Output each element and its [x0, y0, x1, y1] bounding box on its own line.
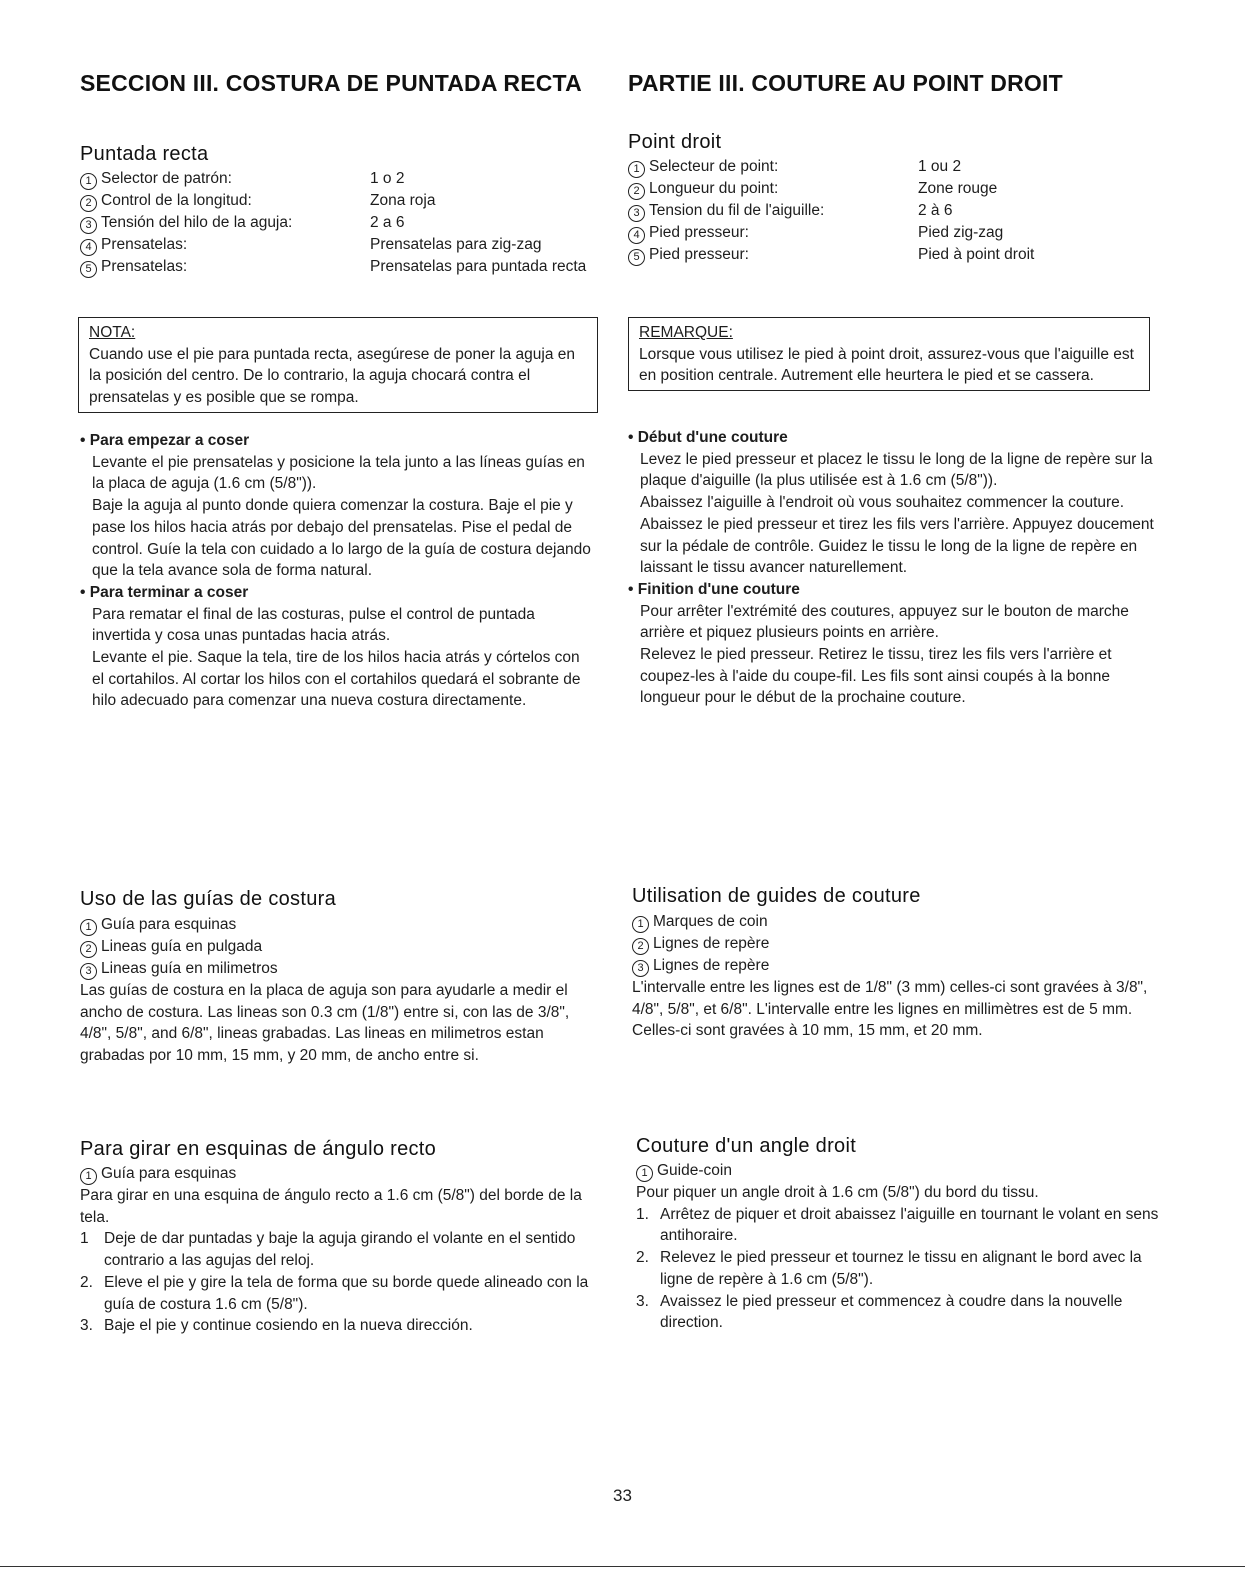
fr-section-title-corners: Couture d'un angle droit [636, 1135, 857, 1157]
circled-number-icon: 3 [628, 205, 645, 222]
fr-guides-block [632, 911, 1162, 1042]
fr-step [636, 1204, 1166, 1247]
es-spec-list [80, 168, 600, 278]
fr-spec-row [628, 156, 1168, 178]
fr-spec-label: Selecteur de point: [649, 158, 779, 175]
circled-number-icon: 5 [80, 261, 97, 278]
circled-number-icon: 2 [80, 195, 97, 212]
es-step [80, 1228, 595, 1271]
es-spec-row [80, 212, 600, 234]
es-guide-item-text: Guía para esquinas [101, 916, 237, 933]
es-finish-sewing-p2: Levante el pie. Saque la tela, tire de los hilos hacia atrás y córtelos con el cortahilos. Al cortar los hilos con el cortahilos quedará el sobrante de hilo adecuado para comenzar una nueva costura directamente. [92, 649, 581, 710]
circled-number-icon: 4 [80, 239, 97, 256]
fr-step-text: Relevez le pied presseur et tournez le tissu en alignant le bord avec la ligne de repère à 1.6 cm (5/8"). [660, 1249, 1142, 1288]
es-spec-value: 2 a 6 [370, 214, 405, 231]
es-note-text: Cuando use el pie para puntada recta, asegúrese de poner la aguja en la posición del centro. De lo contrario, la aguja chocará contra el prensatelas y es posible que se rompa. [89, 345, 576, 407]
es-guide-item [80, 936, 595, 958]
circled-number-icon: 2 [80, 941, 97, 958]
es-guide-item [80, 914, 595, 936]
fr-start-sewing-heading: • Début d'une couture [628, 427, 1158, 449]
es-step-text: Baje el pie y continue cosiendo en la nueva dirección. [104, 1317, 473, 1335]
fr-corner-item-text: Guide-coin [657, 1162, 732, 1179]
es-start-sewing-heading: • Para empezar a coser [80, 430, 595, 452]
es-spec-label: Prensatelas: [101, 258, 188, 275]
fr-spec-row [628, 178, 1168, 200]
fr-note-box [628, 317, 1150, 391]
fr-step [636, 1291, 1166, 1334]
fr-guide-item-text: Lignes de repère [653, 935, 770, 952]
circled-number-icon: 1 [80, 919, 97, 936]
circled-number-icon: 3 [80, 963, 97, 980]
fr-spec-value: 1 ou 2 [918, 158, 962, 175]
fr-step-number: 2. [636, 1249, 649, 1267]
fr-step-number: 1. [636, 1205, 649, 1223]
circled-number-icon: 3 [80, 217, 97, 234]
fr-spec-value: 2 à 6 [918, 202, 953, 219]
fr-note-title: REMARQUE: [639, 324, 733, 341]
es-step [80, 1272, 595, 1315]
es-corner-item-text: Guía para esquinas [101, 1165, 237, 1182]
es-spec-label: Selector de patrón: [101, 170, 232, 187]
es-spec-value: Prensatelas para puntada recta [370, 258, 587, 275]
fr-guide-item-text: Marques de coin [653, 913, 768, 930]
circled-number-icon: 2 [628, 183, 645, 200]
fr-step-text: Arrêtez de piquer et droit abaissez l'aiguille en tournant le volant en sens antihoraire. [660, 1205, 1159, 1245]
fr-spec-value: Pied zig-zag [918, 224, 1004, 241]
es-section-title-straight-stitch: Puntada recta [80, 143, 209, 165]
es-step-text: Eleve el pie y gire la tela de forma que su borde quede alineado con la guía de costura 1.6 cm (5/8"). [104, 1273, 589, 1313]
fr-guide-item-text: Lignes de repère [653, 957, 770, 974]
fr-section-title-straight-stitch: Point droit [628, 131, 722, 153]
circled-number-icon: 1 [632, 916, 649, 933]
circled-number-icon: 1 [80, 173, 97, 190]
es-spec-label: Tensión del hilo de la aguja: [101, 214, 293, 231]
circled-number-icon: 3 [632, 960, 649, 977]
es-spec-label: Control de la longitud: [101, 192, 252, 209]
es-guide-item [80, 958, 595, 980]
fr-spec-label: Longueur du point: [649, 180, 779, 197]
page-number: 33 [613, 1486, 632, 1505]
fr-start-sewing-p2: Abaissez l'aiguille à l'endroit où vous souhaitez commencer la couture. Abaissez le pied presseur et tirez les fils vers l'arrière. Appuyez doucement sur la pédale de contrôle. Guidez le tissu le long de la ligne de repère en laissant le tissu avancer naturellement. [640, 494, 1154, 577]
es-sewing-instructions [80, 430, 595, 712]
fr-finish-sewing-p2: Relevez le pied presseur. Retirez le tissu, tirez les fils vers l'arrière et coupez-les à l'aide du coupe-fil. Les fils sont ainsi coupés à la bonne longueur pour le début de la prochaine couture. [640, 646, 1112, 707]
es-guide-item-text: Lineas guía en milimetros [101, 960, 278, 977]
fr-guide-item [632, 911, 1162, 933]
fr-guide-item [632, 933, 1162, 955]
fr-spec-label: Pied presseur: [649, 224, 749, 241]
circled-number-icon: 1 [628, 161, 645, 178]
es-corner-item [80, 1163, 595, 1185]
es-finish-sewing-heading: • Para terminar a coser [80, 582, 595, 604]
fr-step-text: Avaissez le pied presseur et commencez à coudre dans la nouvelle direction. [660, 1292, 1123, 1332]
fr-spec-row [628, 244, 1168, 266]
fr-guides-paragraph: L'intervalle entre les lignes est de 1/8" (3 mm) celles-ci sont gravées à 3/8", 4/8", 5/8", et 6/8". L'intervalle entre les lignes en millimètres est de 5 mm. Celles-ci sont gravées à 10 mm, 15 mm, et 20 mm. [632, 979, 1148, 1040]
fr-spec-list [628, 156, 1168, 266]
fr-start-sewing-p1: Levez le pied presseur et placez le tissu le long de la ligne de repère sur la plaque d'aiguille (la plus utilisée est à 1.6 cm (5/8")). [640, 450, 1153, 490]
es-spec-value: Prensatelas para zig-zag [370, 236, 542, 253]
circled-number-icon: 1 [636, 1165, 653, 1182]
circled-number-icon: 5 [628, 249, 645, 266]
es-note-title: NOTA: [89, 324, 136, 341]
es-finish-sewing-p1: Para rematar el final de las costuras, pulse el control de puntada invertida y cosa unas puntadas hacia atrás. [92, 605, 535, 645]
fr-spec-row [628, 200, 1168, 222]
es-note-box [78, 317, 598, 413]
es-spec-label: Prensatelas: [101, 236, 188, 253]
es-step [80, 1315, 595, 1337]
circled-number-icon: 2 [632, 938, 649, 955]
es-spec-row [80, 234, 600, 256]
fr-spec-row [628, 222, 1168, 244]
es-step-text: Deje de dar puntadas y baje la aguja girando el volante en el sentido contrario a las agujas del reloj. [104, 1230, 576, 1270]
es-section-title-guides: Uso de las guías de costura [80, 888, 337, 910]
fr-corners-block [636, 1160, 1166, 1334]
es-main-title: SECCION III. COSTURA DE PUNTADA RECTA [80, 70, 582, 96]
es-corners-block [80, 1163, 595, 1337]
es-start-sewing-p2: Baje la aguja al punto donde quiera comenzar la costura. Baje el pie y pase los hilos hacia atrás por debajo del prensatelas. Pise el pedal de control. Guíe la tela con cuidado a lo largo de la guía de costura dejando que la tela avance sola de forma natural. [92, 497, 591, 580]
es-guide-item-text: Lineas guía en pulgada [101, 938, 263, 955]
fr-sewing-instructions [628, 427, 1158, 709]
es-guides-paragraph: Las guías de costura en la placa de aguja son para ayudarle a medir el ancho de costura. Las lineas son 0.3 cm (1/8") entre si, con las de 3/8", 4/8", 5/8", and 6/8", lineas grabadas. Las lineas en milimetros estan grabadas por 10 mm, 15 mm, y 20 mm, de ancho entre si. [80, 982, 570, 1065]
bottom-divider [0, 1566, 1245, 1567]
fr-finish-sewing-heading: • Finition d'une couture [628, 579, 1158, 601]
fr-spec-label: Pied presseur: [649, 246, 749, 263]
es-spec-row [80, 190, 600, 212]
fr-spec-label: Tension du fil de l'aiguille: [649, 202, 825, 219]
fr-step [636, 1247, 1166, 1290]
es-step-number: 3. [80, 1317, 93, 1335]
es-spec-row [80, 168, 600, 190]
fr-section-title-guides: Utilisation de guides de couture [632, 885, 921, 907]
fr-note-text: Lorsque vous utilisez le pied à point droit, assurez-vous que l'aiguille est en position centrale. Autrement elle heurtera le pied et se cassera. [639, 345, 1134, 385]
es-start-sewing-p1: Levante el pie prensatelas y posicione la tela junto a las líneas guías en la placa de aguja (1.6 cm (5/8")). [92, 453, 585, 493]
es-guides-block [80, 914, 595, 1067]
fr-step-number: 3. [636, 1292, 649, 1310]
es-step-number: 2. [80, 1273, 93, 1291]
fr-spec-value: Zone rouge [918, 180, 998, 197]
fr-guide-item [632, 955, 1162, 977]
fr-corner-item [636, 1160, 1166, 1182]
fr-finish-sewing-p1: Pour arrêter l'extrémité des coutures, appuyez sur le bouton de marche arrière et piquez plusieurs points en arrière. [640, 602, 1129, 642]
circled-number-icon: 1 [80, 1168, 97, 1185]
fr-main-title: PARTIE III. COUTURE AU POINT DROIT [628, 70, 1063, 96]
es-step-number: 1 [80, 1230, 89, 1248]
es-spec-row [80, 256, 600, 278]
es-section-title-corners: Para girar en esquinas de ángulo recto [80, 1138, 437, 1160]
es-spec-value: 1 o 2 [370, 170, 405, 187]
es-corners-paragraph: Para girar en una esquina de ángulo recto a 1.6 cm (5/8") del borde de la tela. [80, 1187, 582, 1226]
es-spec-value: Zona roja [370, 192, 436, 209]
fr-spec-value: Pied à point droit [918, 246, 1035, 263]
fr-corners-paragraph: Pour piquer un angle droit à 1.6 cm (5/8") du bord du tissu. [636, 1184, 1039, 1201]
circled-number-icon: 4 [628, 227, 645, 244]
